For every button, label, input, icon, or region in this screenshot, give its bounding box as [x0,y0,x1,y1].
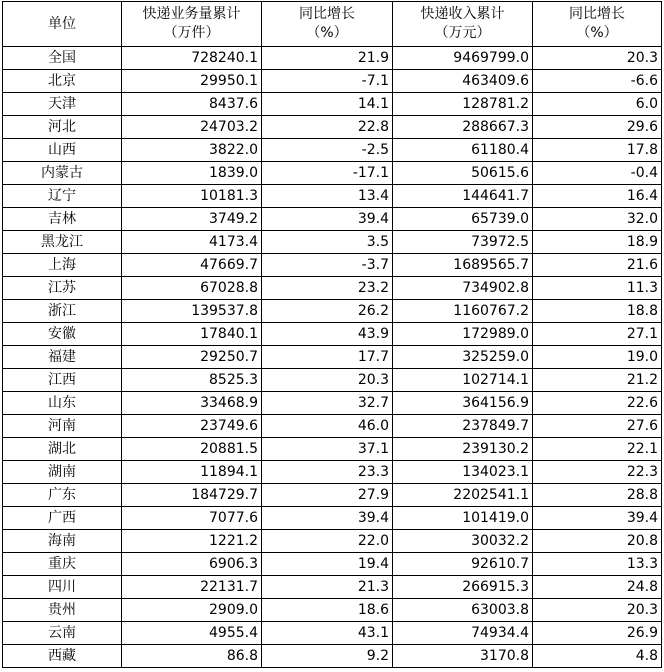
volume-cell: 1839.0 [122,162,262,185]
region-name-cell: 上海 [3,254,122,277]
region-name-cell: 山东 [3,392,122,415]
header-row [3,2,662,47]
volume-growth-cell: 39.4 [262,507,393,530]
revenue-cell: 288667.3 [393,116,533,139]
volume-growth-cell: 21.9 [262,47,393,70]
volume-cell: 67028.8 [122,277,262,300]
volume-cell: 4173.4 [122,231,262,254]
revenue-cell: 734902.8 [393,277,533,300]
header-unit [3,2,122,47]
region-name-cell: 天津 [3,93,122,116]
revenue-growth-cell: 21.2 [533,369,662,392]
region-name-cell: 浙江 [3,300,122,323]
revenue-cell: 364156.9 [393,392,533,415]
revenue-cell: 144641.7 [393,185,533,208]
table-row [3,576,662,599]
volume-cell: 139537.8 [122,300,262,323]
table-row [3,162,662,185]
volume-growth-cell: 17.7 [262,346,393,369]
table-row [3,116,662,139]
region-name-cell: 河北 [3,116,122,139]
revenue-cell: 92610.7 [393,553,533,576]
revenue-growth-cell: -0.4 [533,162,662,185]
volume-growth-cell: 22.8 [262,116,393,139]
revenue-cell: 2202541.1 [393,484,533,507]
region-name-cell: 重庆 [3,553,122,576]
region-name-cell: 四川 [3,576,122,599]
region-name-cell: 江苏 [3,277,122,300]
volume-growth-cell: 43.9 [262,323,393,346]
volume-growth-cell: -17.1 [262,162,393,185]
revenue-growth-cell: 17.8 [533,139,662,162]
region-name-cell: 北京 [3,70,122,93]
revenue-cell: 172989.0 [393,323,533,346]
volume-growth-cell: 22.0 [262,530,393,553]
volume-growth-cell: 27.9 [262,484,393,507]
region-name-cell: 全国 [3,47,122,70]
volume-cell: 6906.3 [122,553,262,576]
table-row [3,47,662,70]
header-unit-label: 单位 [48,15,76,32]
table-row [3,231,662,254]
revenue-growth-cell: 19.0 [533,346,662,369]
revenue-growth-cell: 39.4 [533,507,662,530]
header-revenue-unit: （万元） [434,25,491,41]
region-name-cell: 福建 [3,346,122,369]
volume-growth-cell: 19.4 [262,553,393,576]
table-row [3,461,662,484]
revenue-cell: 74934.4 [393,622,533,645]
volume-cell: 33468.9 [122,392,262,415]
header-revenue [393,2,533,47]
revenue-growth-cell: 20.8 [533,530,662,553]
revenue-cell: 463409.6 [393,70,533,93]
revenue-growth-cell: 20.3 [533,599,662,622]
region-name-cell: 江西 [3,369,122,392]
table-row [3,139,662,162]
volume-cell: 29250.7 [122,346,262,369]
revenue-growth-cell: 22.1 [533,438,662,461]
volume-cell: 11894.1 [122,461,262,484]
revenue-growth-cell: -6.6 [533,70,662,93]
revenue-growth-cell: 29.6 [533,116,662,139]
volume-growth-cell: -2.5 [262,139,393,162]
table-row [3,553,662,576]
revenue-growth-cell: 16.4 [533,185,662,208]
table-body [3,47,662,668]
revenue-growth-cell: 27.1 [533,323,662,346]
table-row [3,185,662,208]
region-name-cell: 吉林 [3,208,122,231]
table-row [3,599,662,622]
header-volume-growth [262,2,393,47]
volume-cell: 1221.2 [122,530,262,553]
revenue-growth-cell: 20.3 [533,47,662,70]
volume-cell: 24703.2 [122,116,262,139]
table-header [3,2,662,47]
revenue-growth-cell: 26.9 [533,622,662,645]
region-name-cell: 辽宁 [3,185,122,208]
revenue-cell: 50615.6 [393,162,533,185]
volume-cell: 4955.4 [122,622,262,645]
revenue-cell: 65739.0 [393,208,533,231]
table-row [3,208,662,231]
header-revenue-growth [533,2,662,47]
table-row [3,507,662,530]
volume-cell: 20881.5 [122,438,262,461]
revenue-cell: 325259.0 [393,346,533,369]
region-name-cell: 内蒙古 [3,162,122,185]
region-name-cell: 黑龙江 [3,231,122,254]
region-name-cell: 西藏 [3,645,122,668]
table-row [3,438,662,461]
region-name-cell: 贵州 [3,599,122,622]
table-row [3,415,662,438]
header-revenue-growth-label: 同比增长 [569,6,625,22]
region-name-cell: 云南 [3,622,122,645]
region-name-cell: 湖北 [3,438,122,461]
revenue-growth-cell: 32.0 [533,208,662,231]
revenue-growth-cell: 22.3 [533,461,662,484]
volume-cell: 29950.1 [122,70,262,93]
revenue-growth-cell: 28.8 [533,484,662,507]
volume-cell: 10181.3 [122,185,262,208]
volume-growth-cell: 23.2 [262,277,393,300]
region-name-cell: 河南 [3,415,122,438]
table-row [3,346,662,369]
table-row [3,530,662,553]
volume-cell: 47669.7 [122,254,262,277]
revenue-growth-cell: 13.3 [533,553,662,576]
table-row [3,277,662,300]
volume-growth-cell: 39.4 [262,208,393,231]
revenue-cell: 63003.8 [393,599,533,622]
region-name-cell: 海南 [3,530,122,553]
revenue-growth-cell: 4.8 [533,645,662,668]
volume-growth-cell: 43.1 [262,622,393,645]
header-revenue-label: 快递收入累计 [420,6,505,22]
region-name-cell: 广西 [3,507,122,530]
table-row [3,70,662,93]
table-row [3,484,662,507]
volume-cell: 8437.6 [122,93,262,116]
table-row [3,369,662,392]
volume-growth-cell: 21.3 [262,576,393,599]
header-volume-label: 快递业务量累计 [142,6,241,22]
volume-growth-cell: -7.1 [262,70,393,93]
volume-growth-cell: 37.1 [262,438,393,461]
header-volume [122,2,262,47]
volume-cell: 8525.3 [122,369,262,392]
volume-cell: 728240.1 [122,47,262,70]
volume-cell: 17840.1 [122,323,262,346]
volume-growth-cell: 9.2 [262,645,393,668]
revenue-cell: 3170.8 [393,645,533,668]
region-name-cell: 安徽 [3,323,122,346]
revenue-growth-cell: 11.3 [533,277,662,300]
volume-growth-cell: 26.2 [262,300,393,323]
region-name-cell: 广东 [3,484,122,507]
revenue-cell: 1160767.2 [393,300,533,323]
header-volume-growth-unit: （%） [306,25,348,41]
revenue-cell: 61180.4 [393,139,533,162]
table-row [3,645,662,668]
volume-growth-cell: 3.5 [262,231,393,254]
volume-cell: 22131.7 [122,576,262,599]
volume-cell: 184729.7 [122,484,262,507]
table-row [3,323,662,346]
volume-growth-cell: 18.6 [262,599,393,622]
revenue-cell: 239130.2 [393,438,533,461]
volume-growth-cell: 14.1 [262,93,393,116]
revenue-cell: 128781.2 [393,93,533,116]
volume-cell: 7077.6 [122,507,262,530]
region-name-cell: 湖南 [3,461,122,484]
header-revenue-growth-unit: （%） [576,25,618,41]
revenue-cell: 30032.2 [393,530,533,553]
volume-growth-cell: 13.4 [262,185,393,208]
header-volume-unit: （万件） [163,25,220,41]
volume-growth-cell: 32.7 [262,392,393,415]
region-name-cell: 山西 [3,139,122,162]
revenue-cell: 266915.3 [393,576,533,599]
table-row [3,622,662,645]
table-row [3,93,662,116]
express-stats-table [2,1,662,668]
volume-cell: 23749.6 [122,415,262,438]
volume-growth-cell: -3.7 [262,254,393,277]
revenue-growth-cell: 18.8 [533,300,662,323]
volume-growth-cell: 23.3 [262,461,393,484]
volume-cell: 3749.2 [122,208,262,231]
revenue-cell: 237849.7 [393,415,533,438]
volume-growth-cell: 20.3 [262,369,393,392]
revenue-growth-cell: 27.6 [533,415,662,438]
revenue-cell: 1689565.7 [393,254,533,277]
revenue-growth-cell: 21.6 [533,254,662,277]
revenue-cell: 73972.5 [393,231,533,254]
header-volume-growth-label: 同比增长 [299,6,355,22]
revenue-growth-cell: 24.8 [533,576,662,599]
revenue-cell: 9469799.0 [393,47,533,70]
revenue-cell: 102714.1 [393,369,533,392]
revenue-cell: 134023.1 [393,461,533,484]
revenue-growth-cell: 22.6 [533,392,662,415]
revenue-cell: 101419.0 [393,507,533,530]
volume-cell: 2909.0 [122,599,262,622]
table-row [3,254,662,277]
revenue-growth-cell: 6.0 [533,93,662,116]
table-row [3,392,662,415]
volume-growth-cell: 46.0 [262,415,393,438]
volume-cell: 3822.0 [122,139,262,162]
table-row [3,300,662,323]
revenue-growth-cell: 18.9 [533,231,662,254]
volume-cell: 86.8 [122,645,262,668]
